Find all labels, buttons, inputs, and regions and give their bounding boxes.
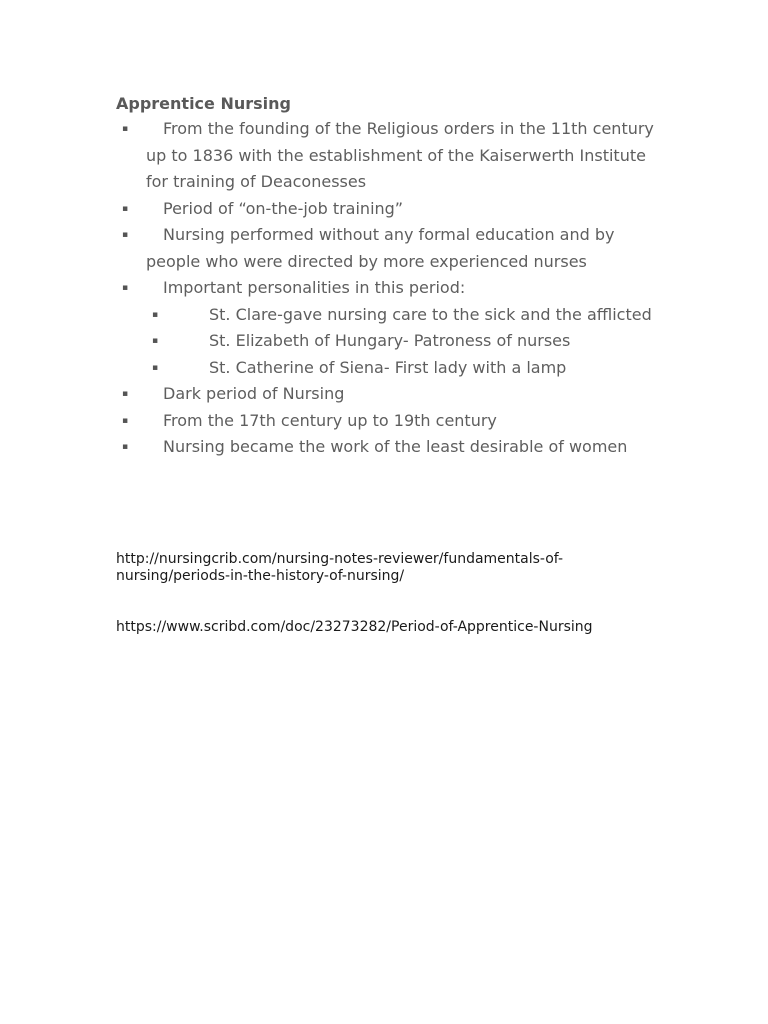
bullet-marker: ▪ [152, 336, 159, 346]
link-text-line-2[interactable]: nursing/periods-in-the-history-of-nursing/ [116, 568, 405, 584]
bullet-text: Nursing performed without any formal education and by people who were directed by more experienced nurses [146, 225, 615, 271]
bullet-item [116, 434, 656, 461]
sub-bullet-item [144, 302, 656, 329]
bullet-marker: ▪ [152, 362, 159, 373]
source-link-scribd[interactable] [116, 619, 676, 636]
bullet-text: Nursing became the work of the least desirable of women [163, 437, 628, 456]
bullet-text: Period of “on-the-job training” [163, 198, 404, 218]
bullet-item [116, 408, 656, 435]
document-body [116, 92, 656, 461]
bullet-text: From the founding of the Religious orders in the 11th century up to 1836 with the establishment of the Kaiserwerth Institute for training of Deaconesses [146, 119, 654, 191]
bullet-text: From the 17th century up to 19th century [163, 410, 497, 430]
bullet-marker: ▪ [152, 309, 159, 320]
bullet-item [116, 196, 656, 223]
bullet-list [116, 116, 656, 461]
sub-bullet-item [144, 355, 656, 382]
bullet-item [116, 275, 656, 302]
bullet-text: Important personalities in this period: [163, 278, 466, 297]
bullet-marker: ▪ [122, 230, 129, 240]
bullet-marker: ▪ [122, 203, 129, 214]
bullet-text: St. Elizabeth of Hungary- Patroness of nurses [209, 331, 571, 350]
link-text[interactable]: https://www.scribd.com/doc/23273282/Period-of-Apprentice-Nursing [116, 619, 593, 635]
bullet-marker: ▪ [122, 283, 129, 293]
bullet-item [116, 381, 656, 408]
link-text-line-1[interactable]: http://nursingcrib.com/nursing-notes-reviewer/fundamentals-of- [116, 551, 564, 567]
sub-bullet-item [144, 328, 656, 355]
source-link-nursingcrib[interactable] [116, 551, 676, 585]
bullet-text: Dark period of Nursing [163, 384, 345, 403]
bullet-marker: ▪ [122, 124, 129, 134]
bullet-marker: ▪ [122, 442, 129, 452]
bullet-item [116, 222, 656, 275]
bullet-marker: ▪ [122, 415, 129, 426]
bullet-text: St. Clare-gave nursing care to the sick and the afflicted [209, 304, 652, 324]
bullet-item [116, 116, 656, 196]
bullet-marker: ▪ [122, 389, 129, 399]
document-title: Apprentice Nursing [116, 94, 291, 113]
bullet-text: St. Catherine of Siena- First lady with a lamp [209, 357, 567, 377]
